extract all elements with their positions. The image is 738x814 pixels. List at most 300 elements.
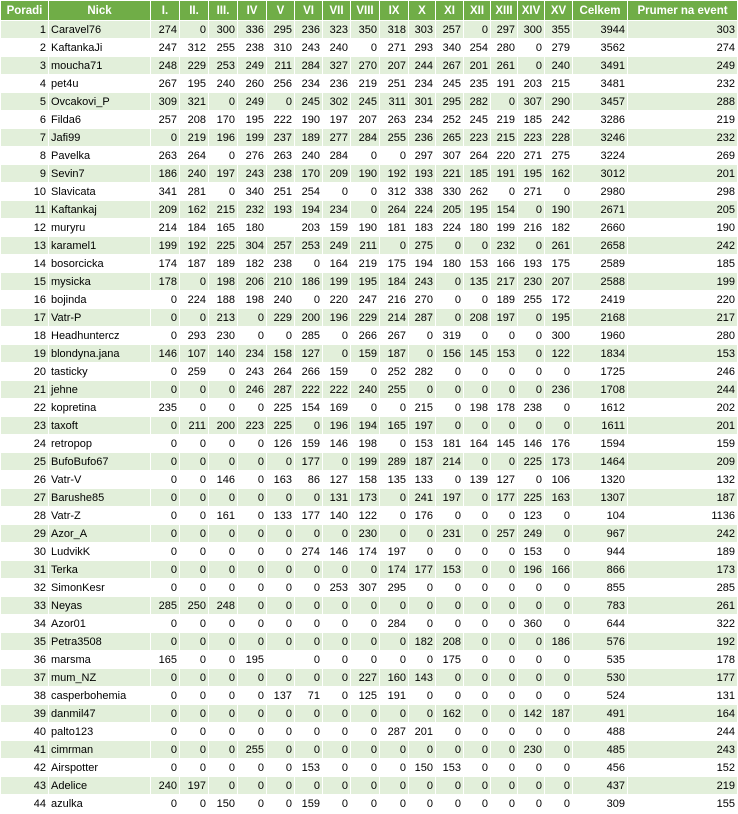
value-cell: 280 [628, 327, 738, 345]
value-cell: 215 [491, 129, 518, 147]
value-cell: 0 [464, 327, 491, 345]
value-cell: 223 [518, 129, 545, 147]
value-cell: 236 [409, 129, 436, 147]
value-cell: 236 [295, 21, 323, 39]
value-cell: 205 [628, 201, 738, 219]
column-header: XI [436, 1, 464, 21]
value-cell: 162 [180, 201, 209, 219]
rank-cell: 2 [1, 39, 49, 57]
value-cell: 0 [409, 543, 436, 561]
value-cell: 187 [545, 705, 573, 723]
column-header: Prumer na event [628, 1, 738, 21]
value-cell: 163 [267, 471, 295, 489]
value-cell: 0 [151, 525, 180, 543]
value-cell: 0 [409, 327, 436, 345]
value-cell: 164 [628, 705, 738, 723]
value-cell: 255 [380, 381, 409, 399]
value-cell: 234 [295, 75, 323, 93]
value-cell: 0 [545, 417, 573, 435]
value-cell: 290 [545, 93, 573, 111]
value-cell: 207 [351, 111, 380, 129]
value-cell: 264 [180, 147, 209, 165]
value-cell: 2660 [573, 219, 628, 237]
value-cell: 162 [436, 705, 464, 723]
value-cell: 267 [436, 57, 464, 75]
value-cell: 0 [409, 687, 436, 705]
value-cell: 0 [491, 723, 518, 741]
value-cell: 284 [323, 147, 351, 165]
nick-cell: pet4u [49, 75, 151, 93]
value-cell: 0 [380, 633, 409, 651]
column-header: VI [295, 1, 323, 21]
value-cell: 0 [151, 759, 180, 777]
value-cell: 210 [267, 273, 295, 291]
value-cell: 196 [209, 129, 238, 147]
rank-cell: 41 [1, 741, 49, 759]
value-cell: 232 [238, 201, 267, 219]
value-cell: 0 [323, 777, 351, 795]
value-cell: 0 [323, 741, 351, 759]
value-cell: 181 [380, 219, 409, 237]
value-cell: 1594 [573, 435, 628, 453]
value-cell: 866 [573, 561, 628, 579]
value-cell: 249 [518, 525, 545, 543]
value-cell: 0 [491, 453, 518, 471]
value-cell: 214 [151, 219, 180, 237]
value-cell: 238 [267, 165, 295, 183]
value-cell: 285 [151, 597, 180, 615]
value-cell: 0 [518, 597, 545, 615]
value-cell: 0 [151, 363, 180, 381]
value-cell: 0 [464, 633, 491, 651]
value-cell: 0 [295, 597, 323, 615]
value-cell: 0 [209, 705, 238, 723]
value-cell: 201 [409, 723, 436, 741]
nick-cell: Azor01 [49, 615, 151, 633]
value-cell: 275 [545, 147, 573, 165]
value-cell: 191 [491, 75, 518, 93]
value-cell: 287 [267, 381, 295, 399]
value-cell: 0 [180, 471, 209, 489]
value-cell: 263 [267, 147, 295, 165]
value-cell: 0 [323, 453, 351, 471]
value-cell: 341 [151, 183, 180, 201]
value-cell: 215 [545, 75, 573, 93]
value-cell: 0 [295, 777, 323, 795]
value-cell: 1960 [573, 327, 628, 345]
rank-cell: 14 [1, 255, 49, 273]
value-cell: 180 [464, 219, 491, 237]
rank-cell: 8 [1, 147, 49, 165]
value-cell: 318 [380, 21, 409, 39]
value-cell: 0 [238, 525, 267, 543]
table-row [1, 705, 738, 723]
value-cell: 177 [628, 669, 738, 687]
value-cell: 0 [238, 435, 267, 453]
table-row [1, 795, 738, 813]
value-cell: 247 [351, 291, 380, 309]
value-cell: 243 [409, 273, 436, 291]
value-cell: 0 [464, 615, 491, 633]
value-cell: 181 [436, 435, 464, 453]
value-cell: 193 [267, 201, 295, 219]
value-cell: 177 [295, 507, 323, 525]
value-cell: 0 [409, 579, 436, 597]
value-cell: 0 [238, 309, 267, 327]
value-cell: 0 [209, 759, 238, 777]
value-cell: 0 [491, 705, 518, 723]
value-cell: 177 [409, 561, 436, 579]
value-cell: 0 [238, 669, 267, 687]
value-cell: 0 [491, 741, 518, 759]
value-cell: 225 [518, 453, 545, 471]
value-cell: 170 [209, 111, 238, 129]
value-cell: 176 [409, 507, 436, 525]
value-cell: 243 [238, 363, 267, 381]
nick-cell: muryru [49, 219, 151, 237]
value-cell: 191 [491, 165, 518, 183]
value-cell: 159 [295, 795, 323, 813]
table-row [1, 363, 738, 381]
value-cell: 0 [267, 525, 295, 543]
value-cell: 150 [409, 759, 436, 777]
value-cell: 0 [464, 777, 491, 795]
rank-cell: 4 [1, 75, 49, 93]
value-cell: 1834 [573, 345, 628, 363]
value-cell: 0 [491, 381, 518, 399]
value-cell: 1136 [628, 507, 738, 525]
value-cell: 214 [436, 453, 464, 471]
value-cell: 0 [323, 651, 351, 669]
value-cell: 0 [209, 489, 238, 507]
value-cell: 0 [491, 687, 518, 705]
value-cell: 0 [180, 273, 209, 291]
value-cell: 139 [464, 471, 491, 489]
value-cell: 0 [436, 363, 464, 381]
value-cell: 0 [545, 741, 573, 759]
value-cell: 310 [267, 39, 295, 57]
value-cell: 154 [491, 201, 518, 219]
value-cell: 197 [380, 543, 409, 561]
value-cell: 227 [351, 669, 380, 687]
value-cell: 201 [628, 417, 738, 435]
value-cell: 0 [267, 615, 295, 633]
value-cell: 0 [323, 633, 351, 651]
value-cell: 190 [628, 219, 738, 237]
value-cell: 197 [180, 777, 209, 795]
value-cell: 271 [518, 147, 545, 165]
value-cell: 241 [409, 489, 436, 507]
value-cell: 3944 [573, 21, 628, 39]
value-cell: 200 [209, 417, 238, 435]
value-cell: 180 [436, 255, 464, 273]
value-cell: 0 [436, 507, 464, 525]
value-cell: 185 [628, 255, 738, 273]
value-cell: 0 [267, 705, 295, 723]
column-header: XII [464, 1, 491, 21]
value-cell: 230 [518, 741, 545, 759]
value-cell: 0 [323, 597, 351, 615]
value-cell [267, 651, 295, 669]
value-cell: 0 [180, 741, 209, 759]
value-cell: 172 [545, 291, 573, 309]
rank-cell: 39 [1, 705, 49, 723]
value-cell: 235 [464, 75, 491, 93]
nick-cell: Ovcakovi_P [49, 93, 151, 111]
value-cell: 0 [351, 705, 380, 723]
nick-cell: Kaftankaj [49, 201, 151, 219]
value-cell: 143 [409, 669, 436, 687]
value-cell: 195 [351, 273, 380, 291]
value-cell: 0 [464, 525, 491, 543]
nick-cell: bojinda [49, 291, 151, 309]
value-cell: 126 [267, 435, 295, 453]
value-cell: 0 [180, 615, 209, 633]
value-cell: 340 [436, 39, 464, 57]
value-cell: 145 [464, 345, 491, 363]
value-cell: 0 [180, 453, 209, 471]
value-cell: 220 [323, 291, 351, 309]
value-cell: 0 [209, 669, 238, 687]
nick-cell: Filda6 [49, 111, 151, 129]
nick-cell: taxoft [49, 417, 151, 435]
value-cell: 311 [380, 93, 409, 111]
value-cell: 0 [464, 363, 491, 381]
value-cell: 0 [238, 723, 267, 741]
value-cell: 187 [380, 345, 409, 363]
value-cell: 2419 [573, 291, 628, 309]
value-cell: 245 [464, 111, 491, 129]
table-row [1, 615, 738, 633]
value-cell: 456 [573, 759, 628, 777]
table-row [1, 75, 738, 93]
value-cell: 0 [491, 759, 518, 777]
value-cell: 0 [295, 741, 323, 759]
value-cell: 255 [238, 741, 267, 759]
value-cell: 0 [295, 489, 323, 507]
value-cell: 0 [436, 399, 464, 417]
value-cell: 295 [380, 579, 409, 597]
header-row [1, 1, 738, 21]
value-cell: 150 [209, 795, 238, 813]
value-cell: 0 [209, 147, 238, 165]
value-cell: 0 [151, 507, 180, 525]
value-cell: 0 [518, 39, 545, 57]
value-cell: 0 [323, 669, 351, 687]
value-cell: 0 [464, 237, 491, 255]
rank-cell: 15 [1, 273, 49, 291]
value-cell: 254 [464, 39, 491, 57]
value-cell: 158 [351, 471, 380, 489]
value-cell: 209 [323, 165, 351, 183]
value-cell: 263 [151, 147, 180, 165]
rank-cell: 31 [1, 561, 49, 579]
value-cell: 1708 [573, 381, 628, 399]
value-cell: 0 [464, 669, 491, 687]
value-cell: 0 [409, 597, 436, 615]
value-cell: 267 [151, 75, 180, 93]
value-cell: 146 [209, 471, 238, 489]
value-cell: 170 [295, 165, 323, 183]
table-row [1, 399, 738, 417]
value-cell: 192 [180, 237, 209, 255]
value-cell: 524 [573, 687, 628, 705]
value-cell: 0 [180, 651, 209, 669]
value-cell: 0 [380, 597, 409, 615]
value-cell: 298 [628, 183, 738, 201]
value-cell: 153 [491, 345, 518, 363]
value-cell: 1725 [573, 363, 628, 381]
column-header: V [267, 1, 295, 21]
table-row [1, 57, 738, 75]
table-row [1, 561, 738, 579]
value-cell: 245 [295, 93, 323, 111]
value-cell: 0 [238, 399, 267, 417]
rank-cell: 28 [1, 507, 49, 525]
value-cell: 0 [267, 597, 295, 615]
table-row [1, 651, 738, 669]
value-cell: 245 [436, 75, 464, 93]
value-cell: 0 [151, 453, 180, 471]
value-cell: 0 [209, 633, 238, 651]
value-cell: 0 [518, 57, 545, 75]
value-cell: 229 [267, 309, 295, 327]
value-cell: 245 [351, 93, 380, 111]
value-cell: 0 [491, 615, 518, 633]
value-cell: 140 [323, 507, 351, 525]
table-row [1, 255, 738, 273]
value-cell: 186 [545, 633, 573, 651]
value-cell: 0 [380, 525, 409, 543]
value-cell: 0 [151, 471, 180, 489]
column-header: X [409, 1, 436, 21]
value-cell: 255 [209, 39, 238, 57]
value-cell: 491 [573, 705, 628, 723]
value-cell: 0 [436, 273, 464, 291]
table-row [1, 471, 738, 489]
value-cell: 224 [436, 219, 464, 237]
value-cell: 166 [491, 255, 518, 273]
value-cell: 182 [238, 255, 267, 273]
value-cell: 303 [409, 21, 436, 39]
value-cell: 208 [436, 633, 464, 651]
column-header: XV [545, 1, 573, 21]
nick-cell: Jafi99 [49, 129, 151, 147]
value-cell: 219 [628, 777, 738, 795]
value-cell: 0 [545, 399, 573, 417]
nick-cell: casperbohemia [49, 687, 151, 705]
value-cell: 0 [464, 561, 491, 579]
value-cell: 169 [323, 399, 351, 417]
value-cell: 216 [518, 219, 545, 237]
value-cell: 225 [209, 237, 238, 255]
value-cell: 240 [209, 75, 238, 93]
value-cell: 285 [295, 327, 323, 345]
value-cell: 201 [628, 165, 738, 183]
value-cell: 234 [323, 201, 351, 219]
value-cell: 488 [573, 723, 628, 741]
value-cell: 225 [518, 489, 545, 507]
value-cell: 1612 [573, 399, 628, 417]
value-cell: 161 [209, 507, 238, 525]
value-cell: 967 [573, 525, 628, 543]
rank-cell: 42 [1, 759, 49, 777]
nick-cell: Slavicata [49, 183, 151, 201]
value-cell: 0 [351, 201, 380, 219]
value-cell: 0 [380, 777, 409, 795]
value-cell: 0 [209, 579, 238, 597]
value-cell: 0 [518, 669, 545, 687]
value-cell: 202 [628, 399, 738, 417]
nick-cell: Azor_A [49, 525, 151, 543]
value-cell: 266 [295, 363, 323, 381]
value-cell: 0 [238, 561, 267, 579]
value-cell: 205 [436, 201, 464, 219]
value-cell: 0 [267, 669, 295, 687]
value-cell: 185 [464, 165, 491, 183]
value-cell: 0 [409, 705, 436, 723]
value-cell: 0 [151, 417, 180, 435]
value-cell: 158 [267, 345, 295, 363]
value-cell: 0 [518, 777, 545, 795]
value-cell: 164 [464, 435, 491, 453]
value-cell: 199 [151, 237, 180, 255]
value-cell: 243 [295, 39, 323, 57]
value-cell: 0 [151, 129, 180, 147]
value-cell: 300 [209, 21, 238, 39]
value-cell: 0 [518, 417, 545, 435]
rank-cell: 5 [1, 93, 49, 111]
table-row [1, 723, 738, 741]
value-cell: 644 [573, 615, 628, 633]
table-row [1, 219, 738, 237]
value-cell: 190 [545, 201, 573, 219]
value-cell: 0 [545, 777, 573, 795]
value-cell: 330 [436, 183, 464, 201]
value-cell: 284 [351, 129, 380, 147]
value-cell: 0 [180, 687, 209, 705]
value-cell: 232 [628, 129, 738, 147]
value-cell: 196 [518, 561, 545, 579]
value-cell: 240 [545, 57, 573, 75]
value-cell: 293 [180, 327, 209, 345]
rank-cell: 36 [1, 651, 49, 669]
value-cell: 280 [491, 39, 518, 57]
value-cell: 234 [238, 345, 267, 363]
value-cell: 174 [151, 255, 180, 273]
value-cell: 195 [545, 309, 573, 327]
value-cell: 1307 [573, 489, 628, 507]
value-cell: 297 [409, 147, 436, 165]
rank-cell: 11 [1, 201, 49, 219]
nick-cell: SimonKesr [49, 579, 151, 597]
value-cell: 197 [491, 309, 518, 327]
value-cell: 0 [180, 669, 209, 687]
value-cell: 261 [545, 237, 573, 255]
value-cell: 256 [267, 75, 295, 93]
value-cell: 0 [436, 237, 464, 255]
nick-cell: Adelice [49, 777, 151, 795]
value-cell: 240 [151, 777, 180, 795]
value-cell: 249 [628, 57, 738, 75]
value-cell: 255 [380, 129, 409, 147]
table-row [1, 309, 738, 327]
value-cell: 0 [436, 597, 464, 615]
value-cell: 0 [518, 687, 545, 705]
value-cell: 192 [628, 633, 738, 651]
rank-cell: 44 [1, 795, 49, 813]
value-cell: 0 [267, 723, 295, 741]
